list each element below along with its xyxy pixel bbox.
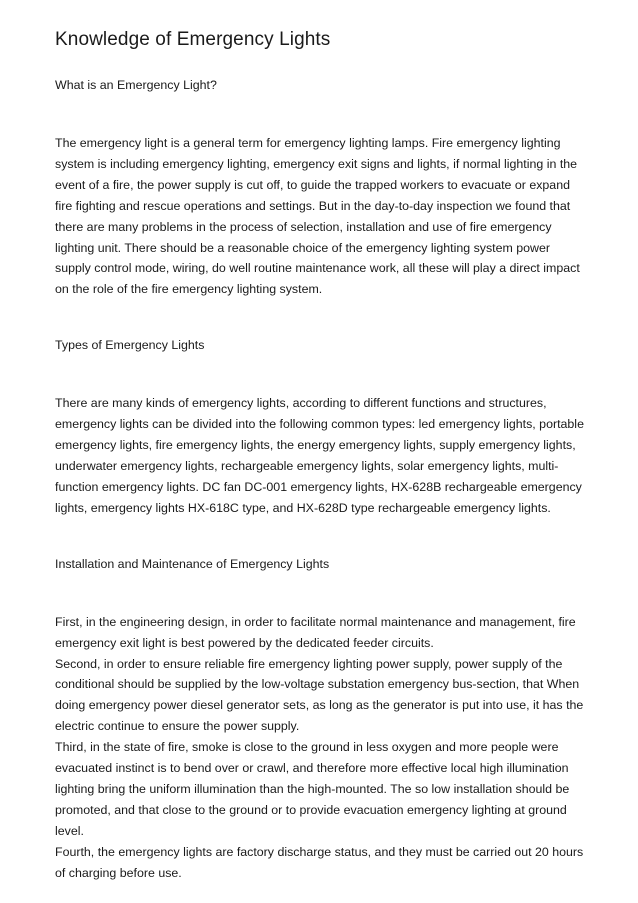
paragraph-installation-first: First, in the engineering design, in order to facilitate normal maintenance and management, fire emergency exit light is best powered by the dedicated feeder circuits.	[55, 614, 576, 650]
page-title: Knowledge of Emergency Lights	[55, 29, 331, 50]
paragraph-installation-second: Second, in order to ensure reliable fire emergency lighting power supply, power supply of the conditional should be supplied by the low-voltage substation emergency bus-section, that When doing emergency power diesel generator sets, as long as the generator is put into use, it has the electric continue to ensure the power supply.	[55, 656, 584, 734]
spacer	[55, 519, 585, 554]
paragraph-installation-fourth: Fourth, the emergency lights are factory discharge status, and they must be carried out 20 hours of charging before use.	[55, 844, 584, 880]
spacer	[55, 300, 585, 335]
spacer	[55, 574, 585, 612]
spacer	[55, 95, 585, 133]
spacer	[55, 355, 585, 393]
spacer	[55, 52, 585, 75]
document-page	[55, 28, 585, 883]
section-heading-installation: Installation and Maintenance of Emergency Lights	[55, 556, 330, 571]
section-heading-what-is: What is an Emergency Light?	[55, 78, 217, 92]
paragraph-types: There are many kinds of emergency lights, according to different functions and structures, emergency lights can be divided into the following common types: led emergency lights, portable emergency lights, fire emergency lights, the energy emergency lights, supply emergency lights, underwater emergency lights, rechargeable emergency lights, solar emergency lights, multi-function emergency lights. DC fan DC-001 emergency lights, HX-628B rechargeable emergency lights, emergency lights HX-618C type, and HX-628D type rechargeable emergency lights.	[55, 396, 584, 515]
paragraph-installation-third: Third, in the state of fire, smoke is close to the ground in less oxygen and more people were evacuated instinct is to bend over or crawl, and therefore more effective local high illumination lighting bring the uniform illumination than the high-mounted. The so low installation should be promoted, and that close to the ground or to provide evacuation emergency lighting at ground level.	[55, 740, 570, 838]
section-heading-types: Types of Emergency Lights	[55, 338, 205, 353]
paragraph-what-is: The emergency light is a general term for emergency lighting lamps. Fire emergency lighting system is including emergency lighting, emergency exit signs and lights, if normal lighting in the event of a fire, the power supply is cut off, to guide the trapped workers to evacuate or expand fire fighting and rescue operations and settings. But in the day-to-day inspection we found that there are many problems in the process of selection, installation and use of fire emergency lighting unit. There should be a reasonable choice of the emergency lighting system power supply control mode, wiring, do well routine maintenance work, all these will play a direct impact on the role of the fire emergency lighting system.	[55, 136, 580, 297]
